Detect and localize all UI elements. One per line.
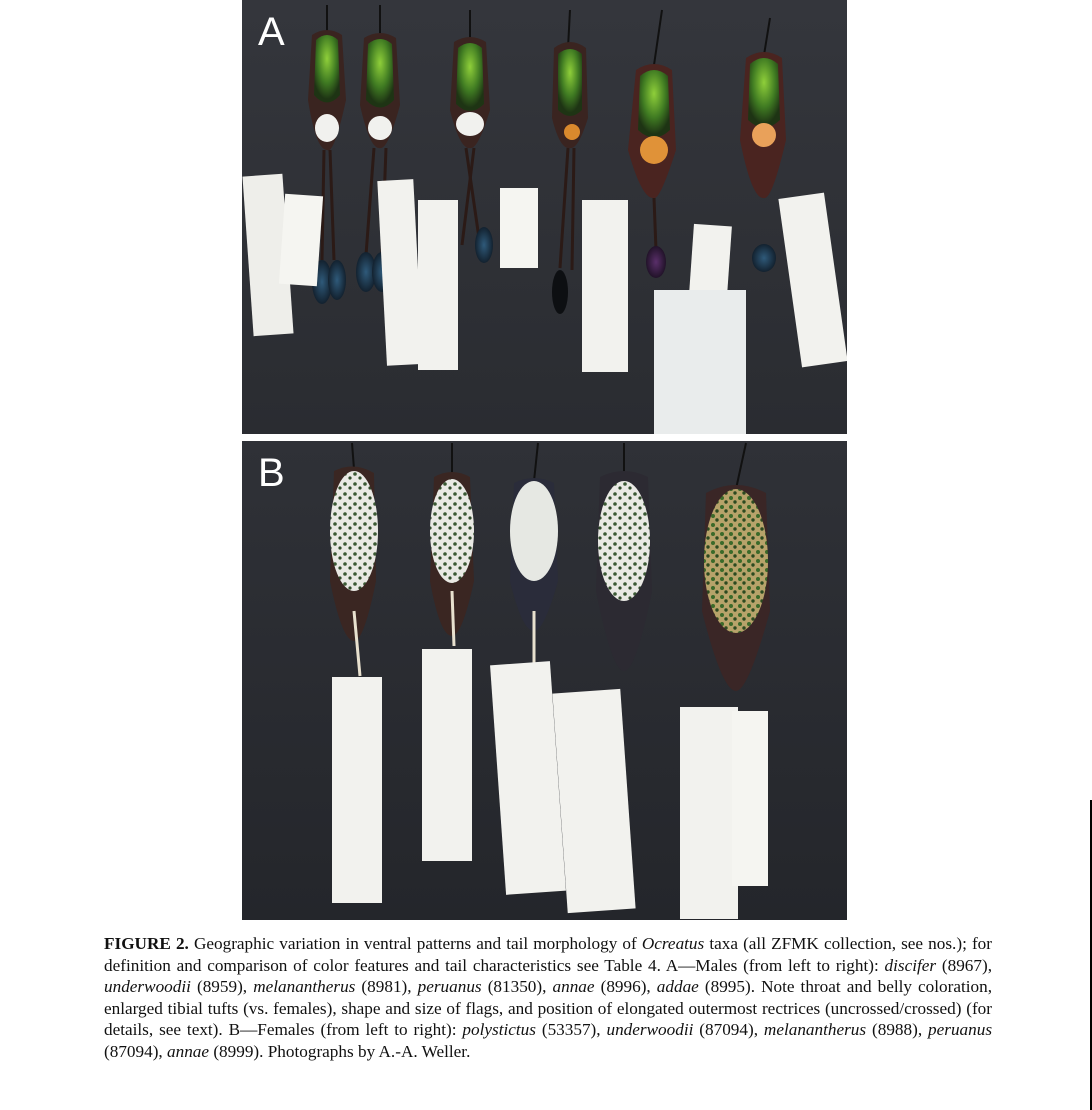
catalog-number: (8959), — [190, 977, 254, 997]
figure-label: FIGURE 2. — [104, 934, 189, 953]
taxon-name: peruanus — [928, 1020, 993, 1040]
caption-text: (8995). Note throat and belly coloration, enlarged tibial tufts (vs. females), shape and size of flags, and position of elongated outermost rectrices (uncrossed/crossed) (for details, see text). B—Females (from left to right): — [104, 977, 993, 1040]
caption-text: (8999). Photographs by A.-A. Weller. — [209, 1041, 471, 1061]
panel-letter-b: B — [258, 451, 285, 495]
taxon-name: discifer — [884, 955, 937, 975]
catalog-number: (8996), — [594, 977, 657, 997]
taxon-name: peruanus — [417, 977, 482, 997]
taxon-name: addae — [656, 977, 699, 997]
catalog-number: (8967), — [936, 955, 993, 975]
taxon-name: annae — [552, 977, 595, 997]
taxon-name: underwoodii — [104, 977, 191, 997]
catalog-number: (8981), — [355, 977, 418, 997]
figure-caption — [104, 933, 992, 1063]
taxon-name: polystictus — [462, 1020, 536, 1040]
caption-text: Geographic variation in ventral patterns and tail morphology of — [188, 934, 642, 953]
panel-letter-a: A — [258, 10, 285, 54]
catalog-number: (81350), — [481, 977, 553, 997]
taxon-name: underwoodii — [606, 1020, 694, 1040]
catalog-number: (53357), — [535, 1020, 607, 1040]
caption-genus: Ocreatus — [641, 934, 705, 953]
catalog-number: (87094), — [104, 1041, 168, 1061]
taxon-name: melanantherus — [763, 1020, 867, 1040]
females-photograph — [242, 441, 847, 920]
photo-panel-a — [242, 0, 847, 434]
taxon-name: annae — [167, 1041, 210, 1061]
photo-panel-b — [242, 441, 847, 920]
catalog-number: (8988), — [866, 1020, 929, 1040]
caption-text: taxa (all ZFMK collection, see nos.); for definition and comparison of color features and tail characteristics see Table 4. A—Males (from left to right): — [104, 934, 992, 975]
males-photograph — [242, 0, 847, 434]
taxon-name: melanantherus — [253, 977, 356, 997]
catalog-number: (87094), — [693, 1020, 764, 1040]
